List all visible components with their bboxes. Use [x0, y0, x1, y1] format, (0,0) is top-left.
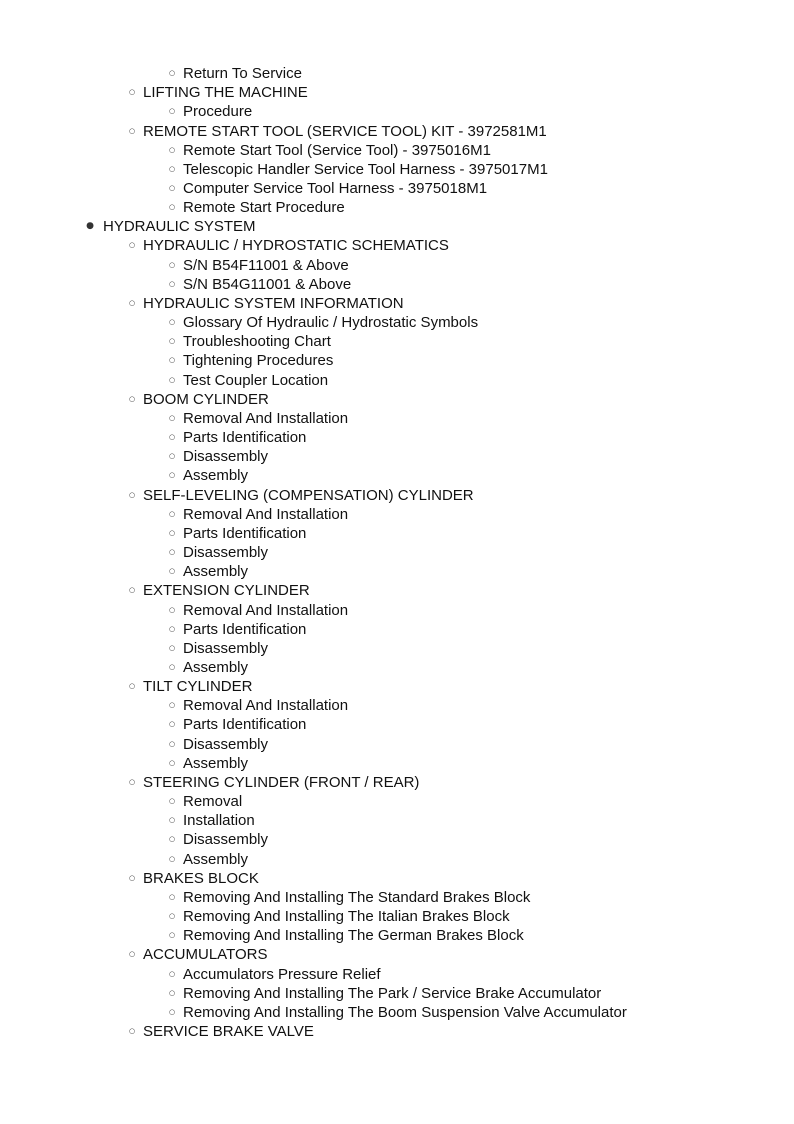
toc-topic — [168, 830, 269, 849]
bullet-circle-icon: ○ — [168, 701, 176, 710]
bullet-circle-icon: ○ — [128, 88, 136, 97]
bullet-circle-icon: ○ — [168, 184, 176, 192]
toc-entry-label: STEERING CYLINDER (FRONT / REAR) — [143, 773, 420, 791]
bullet-circle-icon: ○ — [168, 854, 176, 863]
bullet-circle-icon: ○ — [168, 164, 176, 173]
toc-entry-label: Removing And Installing The Standard Brakes Block — [183, 888, 531, 906]
toc-chapter — [128, 773, 420, 792]
toc-entry-label: Removing And Installing The German Brakes Block — [183, 927, 524, 945]
bullet-circle-icon: ○ — [168, 797, 176, 806]
toc-entry-label: Glossary Of Hydraulic / Hydrostatic Symbols — [183, 314, 479, 332]
bullet-disc-icon: ● — [86, 221, 94, 232]
toc-topic — [168, 275, 352, 294]
toc-topic — [168, 428, 307, 447]
bullet-circle-icon: ○ — [168, 624, 176, 633]
toc-topic — [168, 984, 602, 1003]
toc-chapter — [128, 122, 547, 141]
bullet-circle-icon: ○ — [168, 375, 176, 384]
toc-entry-label: Return To Service — [183, 65, 302, 82]
toc-topic — [168, 351, 334, 370]
bullet-circle-icon: ○ — [128, 586, 136, 595]
toc-entry-label: Parts Identification — [183, 620, 307, 638]
toc-entry-label: BRAKES BLOCK — [143, 869, 259, 887]
toc-topic — [168, 543, 269, 562]
toc-entry-label: LIFTING THE MACHINE — [143, 84, 308, 102]
bullet-circle-icon: ○ — [168, 931, 176, 940]
bullet-circle-icon: ○ — [168, 720, 176, 729]
toc-topic — [168, 466, 249, 485]
toc-topic — [168, 792, 243, 811]
toc-entry-label: Removal And Installation — [183, 601, 349, 619]
toc-entry-label: Installation — [183, 812, 255, 830]
bullet-circle-icon: ○ — [128, 777, 136, 786]
toc-chapter — [128, 677, 253, 696]
bullet-circle-icon: ○ — [168, 1007, 176, 1016]
bullet-circle-icon: ○ — [168, 969, 176, 978]
toc-entry-label: ACCUMULATORS — [143, 946, 268, 964]
bullet-circle-icon: ○ — [128, 1027, 136, 1035]
toc-chapter — [128, 236, 449, 255]
bullet-circle-icon: ○ — [168, 203, 176, 212]
toc-entry-label: SELF-LEVELING (COMPENSATION) CYLINDER — [143, 486, 474, 504]
bullet-circle-icon: ○ — [168, 758, 176, 767]
toc-topic — [168, 562, 249, 581]
toc-entry-label: Removing And Installing The Boom Suspension Valve Accumulator — [183, 1003, 627, 1021]
bullet-circle-icon: ○ — [168, 816, 176, 825]
toc-chapter — [128, 945, 268, 964]
toc-entry-label: Removal And Installation — [183, 697, 349, 715]
bullet-circle-icon: ○ — [168, 509, 176, 518]
toc-entry-label: Removal — [183, 793, 243, 811]
toc-entry-label: Accumulators Pressure Relief — [183, 965, 381, 983]
toc-entry-label: Assembly — [183, 467, 249, 485]
bullet-circle-icon: ○ — [128, 298, 136, 307]
bullet-circle-icon: ○ — [168, 988, 176, 997]
bullet-circle-icon: ○ — [168, 356, 176, 365]
bullet-circle-icon: ○ — [128, 490, 136, 499]
toc-topic — [168, 64, 302, 83]
toc-entry-label: Parts Identification — [183, 524, 307, 542]
toc-entry-label: Disassembly — [183, 544, 269, 561]
bullet-circle-icon: ○ — [168, 433, 176, 441]
toc-section — [86, 217, 256, 236]
toc-topic — [168, 524, 307, 543]
toc-chapter — [128, 294, 404, 313]
toc-topic — [168, 639, 269, 658]
bullet-circle-icon: ○ — [128, 950, 136, 959]
toc-topic — [168, 409, 349, 428]
toc-topic — [168, 850, 249, 869]
bullet-circle-icon: ○ — [128, 873, 136, 882]
bullet-circle-icon: ○ — [168, 452, 176, 461]
toc-entry-label: Computer Service Tool Harness - 3975018M1 — [183, 180, 488, 197]
toc-entry-label: Test Coupler Location — [183, 371, 329, 389]
toc-entry-label: HYDRAULIC SYSTEM INFORMATION — [143, 294, 404, 312]
bullet-circle-icon: ○ — [168, 892, 176, 901]
bullet-circle-icon: ○ — [168, 663, 176, 671]
bullet-circle-icon: ○ — [168, 413, 176, 422]
toc-entry-label: EXTENSION CYLINDER — [143, 582, 310, 600]
toc-chapter — [128, 390, 269, 409]
bullet-circle-icon: ○ — [168, 107, 176, 116]
toc-entry-label: Assembly — [183, 659, 249, 676]
toc-chapter — [128, 581, 310, 600]
toc-topic — [168, 888, 531, 907]
toc-topic — [168, 601, 349, 620]
toc-topic — [168, 256, 349, 275]
toc-entry-label: Removal And Installation — [183, 409, 349, 427]
toc-entry-label: Removal And Installation — [183, 505, 349, 523]
toc-entry-label: Disassembly — [183, 639, 269, 657]
toc-topic — [168, 160, 548, 179]
toc-entry-label: HYDRAULIC / HYDROSTATIC SCHEMATICS — [143, 237, 449, 255]
toc-topic — [168, 907, 510, 926]
toc-entry-label: Disassembly — [183, 735, 269, 753]
toc-topic — [168, 735, 269, 754]
toc-topic — [168, 102, 253, 121]
toc-topic — [168, 332, 331, 351]
toc-entry-label: Parts Identification — [183, 429, 307, 446]
bullet-circle-icon: ○ — [128, 126, 136, 135]
bullet-circle-icon: ○ — [168, 605, 176, 614]
bullet-circle-icon: ○ — [168, 279, 176, 288]
bullet-circle-icon: ○ — [168, 567, 176, 576]
toc-entry-label: HYDRAULIC SYSTEM — [103, 218, 256, 236]
bullet-circle-icon: ○ — [168, 471, 176, 480]
bullet-circle-icon: ○ — [128, 394, 136, 403]
toc-topic — [168, 1003, 627, 1022]
toc-entry-label: BOOM CYLINDER — [143, 390, 269, 408]
toc-entry-label: Assembly — [183, 563, 249, 581]
toc-entry-label: Parts Identification — [183, 716, 307, 734]
toc-chapter — [128, 869, 259, 888]
toc-chapter — [128, 83, 308, 102]
toc-entry-label: Disassembly — [183, 831, 269, 849]
toc-entry-label: S/N B54G11001 & Above — [183, 275, 352, 293]
bullet-circle-icon: ○ — [128, 241, 136, 250]
toc-topic — [168, 447, 269, 466]
bullet-circle-icon: ○ — [128, 682, 136, 691]
toc-topic — [168, 313, 479, 332]
toc-entry-label: SERVICE BRAKE VALVE — [143, 1023, 314, 1040]
bullet-circle-icon: ○ — [168, 69, 176, 77]
toc-entry-label: Assembly — [183, 754, 249, 772]
toc-entry-label: REMOTE START TOOL (SERVICE TOOL) KIT - 3972581M1 — [143, 122, 547, 140]
toc-topic — [168, 658, 249, 677]
toc-entry-label: Telescopic Handler Service Tool Harness - 3975017M1 — [183, 160, 548, 178]
toc-topic — [168, 179, 488, 198]
toc-entry-label: S/N B54F11001 & Above — [183, 256, 349, 274]
toc-topic — [168, 965, 381, 984]
toc-topic — [168, 696, 349, 715]
toc-topic — [168, 141, 491, 160]
toc-topic — [168, 754, 249, 773]
toc-entry-label: Troubleshooting Chart — [183, 333, 331, 351]
toc-chapter — [128, 486, 474, 505]
bullet-circle-icon: ○ — [168, 337, 176, 346]
bullet-circle-icon: ○ — [168, 145, 176, 154]
toc-topic — [168, 198, 345, 217]
toc-entry-label: Removing And Installing The Italian Brakes Block — [183, 908, 510, 925]
bullet-circle-icon: ○ — [168, 835, 176, 844]
toc-entry-label: Remote Start Procedure — [183, 199, 345, 217]
bullet-circle-icon: ○ — [168, 318, 176, 327]
bullet-circle-icon: ○ — [168, 528, 176, 537]
toc-entry-label: TILT CYLINDER — [143, 678, 253, 696]
toc-entry-label: Removing And Installing The Park / Service Brake Accumulator — [183, 984, 602, 1002]
bullet-circle-icon: ○ — [168, 548, 176, 556]
toc-chapter — [128, 1022, 314, 1041]
toc-topic — [168, 371, 329, 390]
toc-topic — [168, 926, 524, 945]
bullet-circle-icon: ○ — [168, 643, 176, 652]
toc-topic — [168, 811, 255, 830]
bullet-circle-icon: ○ — [168, 912, 176, 920]
bullet-circle-icon: ○ — [168, 739, 176, 748]
toc-entry-label: Tightening Procedures — [183, 352, 334, 370]
toc-entry-label: Remote Start Tool (Service Tool) - 3975016M1 — [183, 141, 491, 159]
toc-entry-label: Disassembly — [183, 448, 269, 466]
toc-topic — [168, 715, 307, 734]
toc-entry-label: Assembly — [183, 850, 249, 868]
toc-topic — [168, 505, 349, 524]
toc-topic — [168, 620, 307, 639]
bullet-circle-icon: ○ — [168, 260, 176, 269]
toc-entry-label: Procedure — [183, 103, 253, 121]
